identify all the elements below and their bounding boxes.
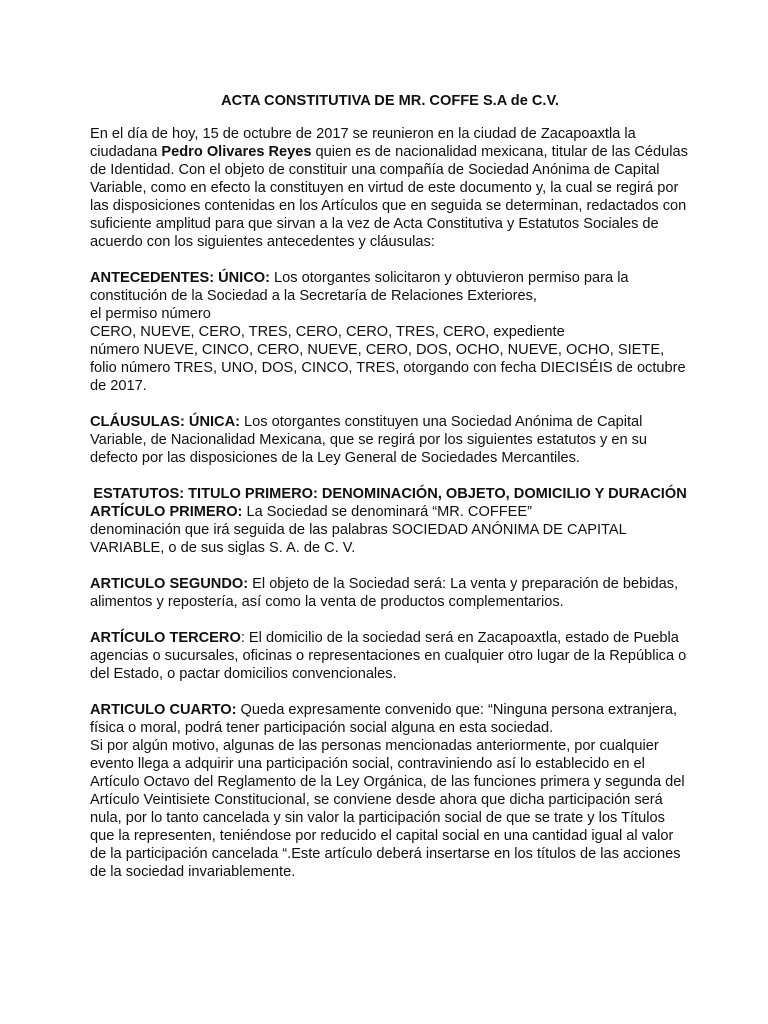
articulo-primero-label: ARTÍCULO PRIMERO: — [90, 504, 243, 520]
articulo-cuarto-line-2: Si por algún motivo, algunas de las personas mencionadas anteriormente, por cualquier evento llega a adquirir una participación social, contraviniendo así lo establecido en el Artículo Octavo del Reglamento de la Ley Orgánica, de las funciones primera y segunda del Artículo Veintisiete Constitucional, se conviene desde ahora que dicha participación será nula, por lo tanto cancelada y sin valor la participación social de que se trate y los Títulos que la representen, teniéndose por reducido el capital social en una cantidad igual al valor de la participación cancelada “.Este artículo deberá insertarse en los títulos de las acciones de la sociedad invariablemente. — [90, 738, 685, 880]
antecedentes-text-1: Los otorgantes solicitaron y obtuvieron permiso para la constitución de la Sociedad a la Secretaría de Relaciones Exteriores, — [90, 270, 629, 304]
articulo-tercero-text: : El domicilio de la sociedad será en Zacapoaxtla, estado de Puebla agencias o sucursales, oficinas o representaciones en cualquier otro lugar de la República o del Estado, o pactar domicilios convencionales. — [90, 630, 687, 682]
antecedentes-line-4: número NUEVE, CINCO, CERO, NUEVE, CERO, DOS, OCHO, NUEVE, OCHO, SIETE, folio número TRES, UNO, DOS, CINCO, TRES, otorgando con fecha DIECISÉIS de octubre de 2017. — [90, 342, 686, 394]
articulo-cuarto-line-1 — [90, 701, 690, 737]
articulo-primero-line-1 — [90, 503, 690, 521]
articulo-segundo-label: ARTICULO SEGUNDO: — [90, 576, 249, 592]
articulo-segundo-paragraph — [90, 575, 690, 611]
document-page — [90, 92, 690, 881]
articulo-cuarto-label: ARTICULO CUARTO: — [90, 702, 237, 718]
articulo-primero-line-2: denominación que irá seguida de las palabras SOCIEDAD ANÓNIMA DE CAPITAL VARIABLE, o de sus siglas S. A. de C. V. — [90, 522, 627, 556]
intro-text-post: quien es de nacionalidad mexicana, titular de las Cédulas de Identidad. Con el objeto de constituir una compañía de Sociedad Anónima de Capital Variable, como en efecto la constituyen en virtud de este documento y, la cual se regirá por las disposiciones contenidas en los Artículos que en seguida se determinan, redactados con suficiente amplitud para que sirvan a la vez de Acta Constitutiva y Estatutos Sociales de acuerdo con los siguientes antecedentes y cláusulas: — [90, 144, 688, 250]
articulo-tercero-paragraph — [90, 629, 690, 683]
intro-text-pre: En el día de hoy, 15 de octubre de 2017 se reunieron en la ciudad de Zacapoaxtla la ciudadana — [90, 126, 636, 160]
clausulas-paragraph — [90, 413, 690, 467]
articulo-segundo-text: El objeto de la Sociedad será: La venta y preparación de bebidas, alimentos y repostería, así como la venta de productos complementarios. — [90, 576, 679, 610]
antecedentes-line-1 — [90, 269, 690, 305]
articulo-primero-text-1: La Sociedad se denominará “MR. COFFEE” — [242, 504, 532, 520]
intro-paragraph — [90, 125, 690, 251]
antecedentes-paragraph — [90, 269, 690, 395]
clausulas-text: Los otorgantes constituyen una Sociedad Anónima de Capital Variable, de Nacionalidad Mexicana, que se regirá por los siguientes estatutos y en su defecto por las disposiciones de la Ley General de Sociedades Mercantiles. — [90, 414, 648, 466]
antecedentes-line-3: CERO, NUEVE, CERO, TRES, CERO, CERO, TRES, CERO, expediente — [90, 324, 565, 340]
articulo-tercero-label: ARTÍCULO TERCERO — [90, 630, 241, 646]
antecedentes-line-2: el permiso número — [90, 306, 211, 322]
clausulas-label: CLÁUSULAS: ÚNICA: — [90, 414, 240, 430]
articulo-primero-paragraph — [90, 503, 690, 557]
articulo-cuarto-paragraph — [90, 701, 690, 881]
intro-name: Pedro Olivares Reyes — [161, 144, 312, 160]
antecedentes-label: ANTECEDENTES: ÚNICO: — [90, 270, 270, 286]
articulo-cuarto-text-1: Queda expresamente convenido que: “Ninguna persona extranjera, física o moral, podrá tener participación social alguna en esta sociedad. — [90, 702, 677, 736]
document-title: ACTA CONSTITUTIVA DE MR. COFFE S.A de C.V. — [221, 93, 559, 109]
estatutos-heading: ESTATUTOS: TITULO PRIMERO: DENOMINACIÓN, OBJETO, DOMICILIO Y DURACIÓN — [93, 486, 687, 502]
